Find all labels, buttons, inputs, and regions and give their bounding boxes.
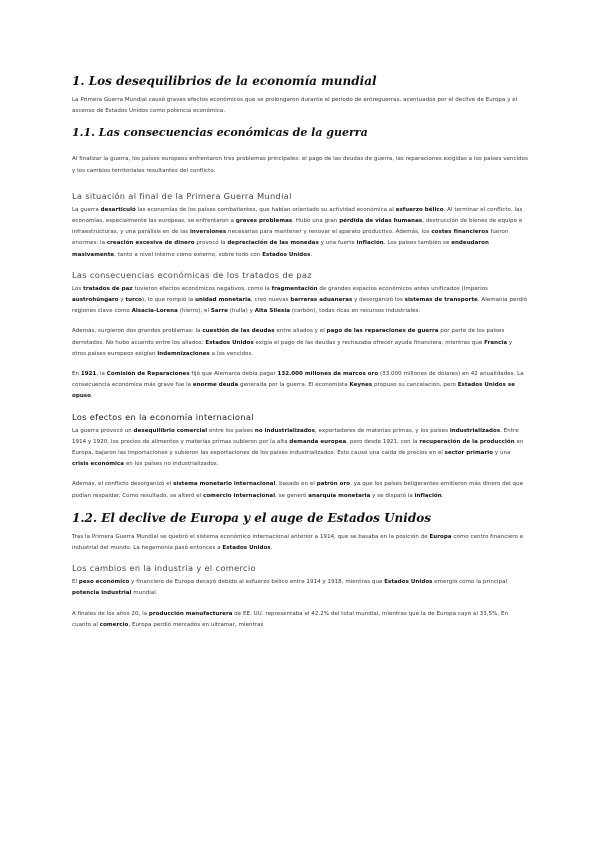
tratados-paragraph-2: Además, surgieron dos grandes problemas: la cuestión de las deudas entre aliados y el pago de las reparaciones de guerra por parte de los países derrotados. No hubo acuerdo entre los aliados: Estados Unidos exigía el pago de las deudas y rechazaba ofrecer ayuda financiera, mientras que Francia y otros países europeos exigían indemnizaciones a los vencidos. <box>72 328 513 357</box>
bold-term: endeudaron masivamente <box>72 240 489 258</box>
heading-cambios-industria: Los cambios en la industria y el comercio <box>72 563 256 574</box>
declive-paragraph: Tras la Primera Guerra Mundial se quebró el sistema económico internacional anterior a 1914, que se basaba en la posición de Europa como centro financiero e industrial del mundo. La hegemonía pasó entonces a Estados Unidos. <box>72 533 524 552</box>
bold-term: Francia <box>484 339 508 346</box>
bold-term: tratados de paz <box>83 285 133 292</box>
bold-term: patrón oro <box>316 481 351 488</box>
bold-term: industrializados <box>449 427 501 434</box>
document-body <box>72 74 528 640</box>
bold-term: comercio internacional <box>203 492 276 499</box>
bold-term: pago de las reparaciones de guerra <box>326 328 439 335</box>
bold-term: costes financieros <box>431 229 489 236</box>
tratados-paragraph-1: Los tratados de paz tuvieron efectos económicos negativos, como la fragmentación de grandes espacios económicos antes unificados (Imperios austrohúngaro y turco), lo que rompió la unidad monetaria, creó nuevas barreras aduaneras y desorganizó los sistemas de transporte. Alemania perdió regiones clave como Alsacia-Lorena (hierro), el Sarre (hulla) y Alta Silesia (carbón), todas ricas en recursos industriales. <box>72 285 528 315</box>
bold-term: esfuerzo bélico <box>395 206 444 213</box>
bold-term: potencia industrial <box>72 590 132 597</box>
bold-term: creación excesiva de dinero <box>106 240 195 247</box>
consecuencias-paragraph: Al finalizar la guerra, los países europeos enfrentaron tres problemas principales: el pago de las deudas de guerra, las reparaciones exigidas a los países vencidos y los cambios territoriales resultantes del conflicto. <box>72 156 528 174</box>
bold-term: anarquía monetaria <box>308 492 371 499</box>
bold-term: comercio <box>99 621 129 628</box>
bold-term: Keynes <box>349 382 373 389</box>
bold-term: peso económico <box>78 579 130 586</box>
bold-term: inflación <box>414 492 442 499</box>
bold-term: Estados Unidos <box>222 545 271 552</box>
bold-term: desequilibrio comercial <box>133 427 208 434</box>
bold-term: sistemas de transporte <box>404 297 478 304</box>
heading-tratados-paz: Las consecuencias económicas de los tratados de paz <box>72 269 312 280</box>
efectos-paragraph-1: La guerra provocó un desequilibrio comercial entre los países no industrializados, exportadores de materias primas, y los países industrializados. Entre 1914 y 1920, los precios de alimentos y materias primas subieron por la alta demanda europea, pero desde 1921, con la recuperación de la producción en Europa, bajaron las importaciones y subieron las exportaciones de los países industrializados. Esto causó una caída de precios en el sector primario y una crisis económica en los países no industrializados. <box>72 427 524 468</box>
heading-consecuencias-guerra: 1.1. Las consecuencias económicas de la guerra <box>72 126 368 140</box>
bold-term: enorme deuda <box>192 382 239 389</box>
bold-term: cuestión de las deudas <box>202 328 275 335</box>
bold-term: turco <box>125 297 143 304</box>
bold-term: 132.000 millones de marcos oro <box>277 371 379 378</box>
cambios-paragraph-2: A finales de los años 20, la producción manufacturera de EE. UU. representaba el 42,2% del total mundial, mientras que la de Europa cayó al 33,5%. En cuanto al comercio, Europa perdió mercados en ultramar, mientras <box>72 610 509 628</box>
bold-term: 1921 <box>80 371 97 378</box>
intro-paragraph: La Primera Guerra Mundial causó graves efectos económicos que se prolongaron durante el periodo de entreguerras, acentuados por el declive de Europa y el ascenso de Estados Unidos como potencia económica. <box>72 97 518 115</box>
bold-term: Alsacia-Lorena <box>131 308 178 315</box>
heading-efectos-economia: Los efectos en la economía internacional <box>72 411 254 422</box>
bold-term: depreciación de las monedas <box>227 240 319 247</box>
bold-term: unidad monetaria <box>195 297 251 304</box>
bold-term: Alta Silesia <box>254 308 291 315</box>
efectos-paragraph-2: Además, el conflicto desorganizó el sistema monetario internacional, basado en el patrón oro, ya que los países beligerantes emitieron más dinero del que podían respaldar. Como resultado, se alteró el comercio internacional, se generó anarquía monetaria y se disparó la inflación. <box>72 481 524 499</box>
cambios-paragraph-1: El peso económico y financiero de Europa decayó debido al esfuerzo bélico entre 1914 y 1918, mientras que Estados Unidos emergió como la principal potencia industrial mundial. <box>72 579 508 597</box>
situacion-paragraph: La guerra desarticuló las economías de los países combatientes, que habían orientado su actividad económica al esfuerzo bélico. Al terminar el conflicto, las economías, especialmente las europeas, se enfrentaron a graves problemas. Hubo una gran pérdida de vidas humanas, destrucción de bienes de equipo e infraestructuras, y una parálisis en de las inversiones necesarias para mantener y renovar el aparato productivo. Además, los costes financieros fueron enormes: la creación excesiva de dinero provocó la depreciación de las monedas y una fuerte inflación. Los países también se endeudaron masivamente, tanto a nivel interno como externo, sobre todo con Estados Unidos. <box>72 206 523 258</box>
bold-term: Europa <box>429 533 452 540</box>
bold-term: barreras aduaneras <box>290 297 353 304</box>
heading-situacion: La situación al final de la Primera Guerra Mundial <box>72 190 292 201</box>
bold-term: recuperación de la producción <box>419 438 515 445</box>
bold-term: crisis económica <box>72 461 125 468</box>
bold-term: Estados Unidos <box>262 251 311 258</box>
bold-term: producción manufacturera <box>148 610 233 617</box>
bold-term: inflación <box>356 240 384 247</box>
heading-declive-europa: 1.2. El declive de Europa y el auge de Estados Unidos <box>72 510 431 525</box>
bold-term: inversiones <box>190 229 227 236</box>
bold-term: sector primario <box>444 450 494 457</box>
bold-term: indemnizaciones <box>157 350 210 357</box>
bold-term: Comisión de Reparaciones <box>106 371 190 378</box>
bold-term: demanda europea <box>289 438 347 445</box>
bold-term: fragmentación <box>271 285 318 292</box>
bold-term: Sarre <box>210 308 228 315</box>
bold-term: Estados Unidos <box>384 579 433 586</box>
bold-term: graves problemas <box>235 218 293 225</box>
bold-term: desarticuló <box>100 206 136 213</box>
bold-term: sistema monetario internacional <box>173 481 276 488</box>
bold-term: Estados Unidos <box>205 339 254 346</box>
bold-term: Estados Unidos se opuso <box>72 382 516 400</box>
bold-term: pérdida de vidas humanas <box>339 218 423 225</box>
bold-term: no industrializados <box>254 427 315 434</box>
bold-term: austrohúngaro <box>72 297 119 304</box>
heading-economia-mundial: 1. Los desequilibrios de la economía mundial <box>72 74 377 88</box>
tratados-paragraph-3: En 1921, la Comisión de Reparaciones fijó que Alemania debía pagar 132.000 millones de marcos oro (33.000 millones de dólares) en 42 anualidades. La consecuencia económica más grave fue la enorme deuda generada por la guerra. El economista Keynes propuso su cancelación, pero Estados Unidos se opuso. <box>72 371 524 400</box>
